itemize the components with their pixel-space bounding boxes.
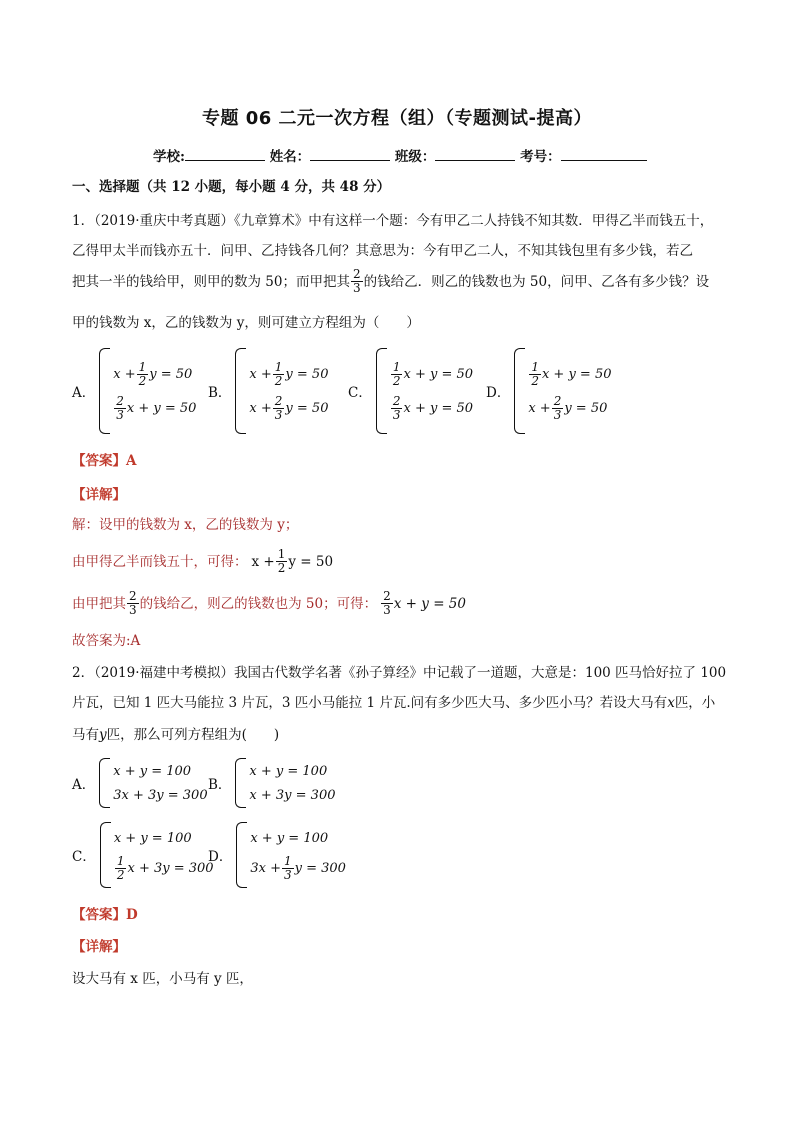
q1-solution-line-2: 由甲得乙半而钱五十，可得： x + $\frac{1}{2}$ y = 50 [72, 547, 334, 575]
brace-icon [235, 758, 246, 808]
q1-text-line-1: 1．（2019·重庆中考真题）《九章算术》中有这样一个题：今有甲乙二人持钱不知其数．甲得乙半而钱五十， [72, 213, 714, 229]
student-info-line [153, 145, 647, 165]
q2-text-line-2: 片瓦，已知 1 匹大马能拉 3 片瓦，3 匹小马能拉 1 片瓦.问有多少匹大马、多少匹小马？若设大马有x匹，小 [72, 695, 716, 711]
name-label: 姓名： [269, 149, 311, 165]
page-title: 专题 06 二元一次方程（组）（专题测试-提高） [201, 108, 593, 129]
q2-option-d[interactable]: D． x + y = 100 3x + $\frac{1}{3}$ y = 300 [208, 822, 346, 888]
q1-option-c[interactable]: C． $\frac{1}{2}$ x + y = 50 $\frac{2}{3}$ x + y = 50 [348, 348, 473, 434]
q1-solution-line-3: 由甲把其 $\frac{2}{3}$ 的钱给乙，则乙的钱数也为 50；可得： $\frac{2}{3}$ x + y = 50 [72, 589, 466, 617]
q1-option-a[interactable]: A． x + $\frac{1}{2}$ y = 50 $\frac{2}{3}$ x + y = 50 [72, 348, 196, 434]
q1-detail-heading: 【详解】 [72, 487, 126, 503]
brace-icon [100, 822, 111, 888]
brace-icon [99, 758, 110, 808]
q2-option-a[interactable]: A． x + y = 100 3x + 3y = 300 [72, 758, 208, 808]
q1-text-line-4: 甲的钱数为 x，乙的钱数为 y，则可建立方程组为（ ） [72, 315, 420, 331]
brace-icon [376, 348, 387, 434]
q1-conclusion: 故答案为:A [72, 633, 141, 649]
q2-text-line-1: 2．（2019·福建中考模拟）我国古代数学名著《孙子算经》中记载了一道题，大意是：100 匹马恰好拉了 100 [72, 665, 727, 681]
brace-icon [99, 348, 110, 434]
q1-solution-line-1: 解：设甲的钱数为 x，乙的钱数为 y； [72, 517, 299, 533]
q2-text-line-3: 马有y匹，那么可列方程组为( ) [72, 727, 280, 743]
q2-answer: 【答案】D [72, 907, 138, 923]
q2-option-b[interactable]: B． x + y = 100 x + 3y = 300 [208, 758, 336, 808]
q1-answer: 【答案】A [72, 453, 137, 469]
brace-icon [235, 348, 246, 434]
q1-option-b[interactable]: B． x + $\frac{1}{2}$ y = 50 x + $\frac{2}{3}$ y = 50 [208, 348, 328, 434]
name-blank[interactable] [310, 146, 390, 161]
school-label: 学校: [153, 149, 185, 165]
q1-text-line-3: 把其一半的钱给甲，则甲的数为 50；而甲把其 $\frac{2}{3}$ 的钱给乙．则乙的钱数也为 50，问甲、乙各有多少钱？设 [72, 267, 710, 295]
section-heading: 一、选择题（共 12 小题，每小题 4 分，共 48 分） [72, 179, 391, 195]
class-blank[interactable] [435, 146, 515, 161]
brace-icon [514, 348, 525, 434]
q1-text-line-2: 乙得甲太半而钱亦五十．问甲、乙持钱各几何？其意思为：今有甲乙二人，不知其钱包里有多少钱，若乙 [72, 243, 693, 259]
exam-no-label: 考号： [520, 149, 561, 165]
fraction-two-thirds: $\frac{2}{3}$ [352, 267, 361, 295]
q2-solution-line-1: 设大马有 x 匹，小马有 y 匹， [72, 971, 253, 987]
brace-icon [236, 822, 247, 888]
q1-option-d[interactable]: D． $\frac{1}{2}$ x + y = 50 x + $\frac{2}{3}$ y = 50 [486, 348, 612, 434]
q2-option-c[interactable]: C． x + y = 100 $\frac{1}{2}$ x + 3y = 300 [72, 822, 214, 888]
exam-no-blank[interactable] [561, 146, 647, 161]
q2-detail-heading: 【详解】 [72, 939, 126, 955]
school-blank[interactable] [185, 146, 265, 161]
class-label: 班级： [394, 149, 436, 165]
